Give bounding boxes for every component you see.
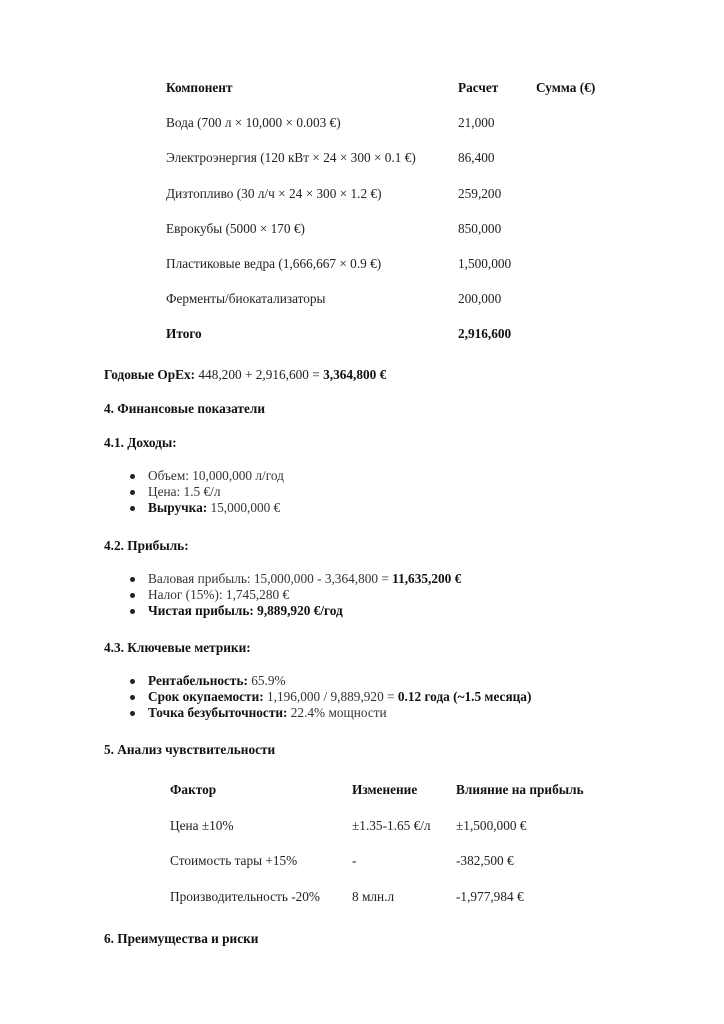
cell-impact: -1,977,984 € (456, 888, 524, 904)
section-4-title: 4. Финансовые показатели (104, 401, 265, 416)
income-price: Цена: 1.5 €/л (148, 484, 221, 500)
cell-impact: -382,500 € (456, 853, 514, 868)
breakeven-label: Точка безубыточности: (148, 705, 288, 721)
header-component: Компонент (166, 80, 233, 95)
opex-result: 3,364,800 € (323, 367, 387, 382)
payback-text: 1,196,000 / 9,889,920 = (263, 689, 398, 705)
income-title: 4.1. Доходы: (104, 435, 177, 450)
cell-factor: Производительность -20% (170, 888, 321, 904)
header-sum: Сумма (€) (536, 80, 596, 95)
list-item (0, 673, 531, 689)
tax-text: Налог (15%): 1,745,280 € (148, 587, 290, 603)
opex-line (104, 367, 386, 383)
section-5-title: 5. Анализ чувствительности (104, 742, 276, 757)
cell-component: Ферменты/биокатализаторы (166, 291, 326, 307)
list-item (0, 571, 461, 587)
opex-label: Годовые OpEx: (104, 367, 196, 382)
profit-title: 4.2. Прибыль: (104, 538, 189, 553)
profitability-value: 65.9% (247, 673, 286, 688)
profitability-label: Рентабельность: (148, 673, 248, 688)
cell-calc: 259,200 (458, 185, 502, 201)
section-6-title: 6. Преимущества и риски (104, 931, 259, 946)
header-factor: Фактор (170, 782, 217, 797)
cell-factor: Стоимость тары +15% (170, 853, 298, 868)
net-profit: Чистая прибыль: 9,889,920 €/год (148, 603, 343, 619)
list-item (0, 603, 461, 619)
revenue-label: Выручка: (148, 500, 208, 516)
gross-profit-text: Валовая прибыль: 15,000,000 - 3,364,800 = (148, 571, 393, 586)
cell-impact: ±1,500,000 € (456, 817, 527, 833)
cell-calc: 1,500,000 (458, 255, 512, 271)
cell-calc: 850,000 (458, 220, 502, 236)
cell-component: Дизтопливо (30 л/ч × 24 × 300 × 1.2 €) (166, 185, 382, 201)
income-volume: Объем: 10,000,000 л/год (148, 468, 284, 483)
total-label: Итого (166, 326, 202, 342)
revenue-value: 15,000,000 € (207, 500, 281, 516)
profit-list (0, 571, 461, 620)
list-item (0, 468, 284, 484)
income-list (0, 468, 284, 517)
cell-change: ±1.35-1.65 €/л (352, 817, 431, 833)
cell-calc: 200,000 (458, 291, 502, 307)
header-change: Изменение (352, 782, 418, 797)
header-impact: Влияние на прибыль (456, 782, 584, 797)
total-value: 2,916,600 (458, 326, 512, 342)
breakeven-value: 22.4% мощности (287, 705, 387, 721)
cell-component: Еврокубы (5000 × 170 €) (166, 220, 305, 236)
cell-factor: Цена ±10% (170, 817, 234, 833)
cell-change: - (352, 853, 357, 868)
list-item (0, 500, 284, 516)
list-item (0, 587, 461, 603)
cell-component: Вода (700 л × 10,000 × 0.003 €) (166, 115, 341, 131)
cell-calc: 86,400 (458, 150, 495, 166)
gross-profit-value: 11,635,200 € (392, 571, 462, 586)
cell-change: 8 млн.л (352, 888, 395, 904)
cell-component: Пластиковые ведра (1,666,667 × 0.9 €) (166, 255, 382, 271)
cell-calc: 21,000 (458, 115, 495, 131)
metrics-title: 4.3. Ключевые метрики: (104, 640, 251, 655)
list-item (0, 484, 284, 500)
metrics-list (0, 673, 531, 722)
header-calc: Расчет (458, 80, 499, 95)
opex-formula: 448,200 + 2,916,600 = (195, 367, 324, 382)
payback-label: Срок окупаемости: (148, 689, 264, 705)
list-item (0, 689, 531, 705)
payback-value: 0.12 года (~1.5 месяца) (397, 689, 532, 705)
cell-component: Электроэнергия (120 кВт × 24 × 300 × 0.1 €) (166, 150, 416, 166)
list-item (0, 705, 531, 721)
